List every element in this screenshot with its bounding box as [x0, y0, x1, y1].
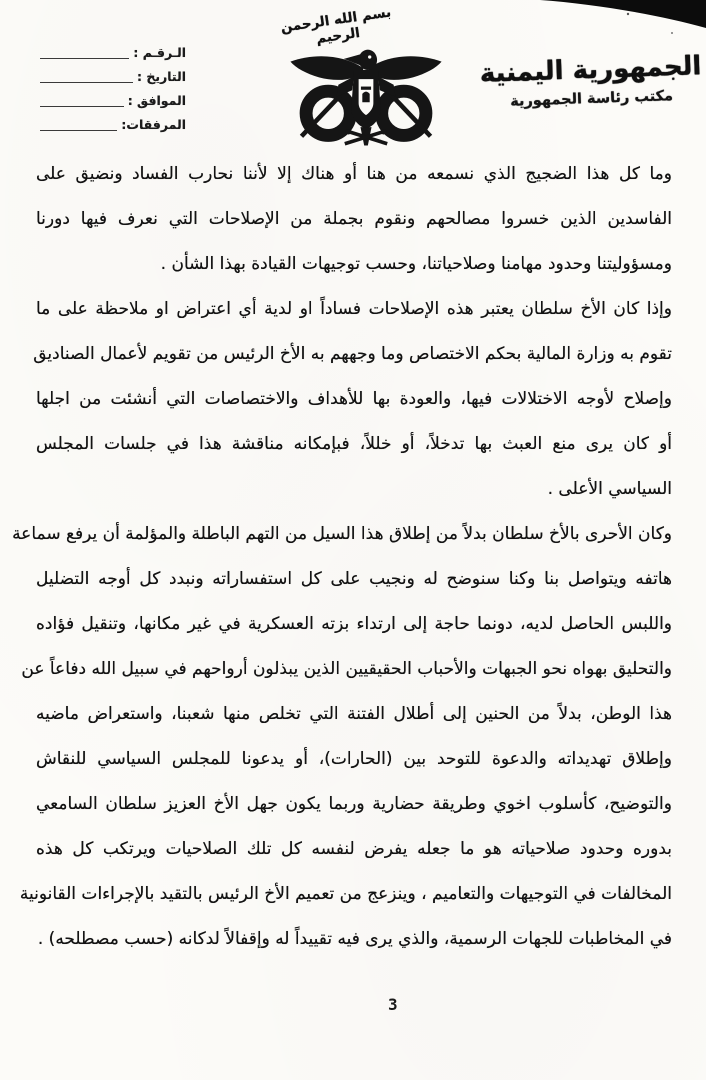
body-text-line: تقوم به وزارة المالية بحكم الاختصاص وما وجههم به الأخ الرئيس من تقويم لأعمال الصناديق: [33, 344, 672, 364]
field-label: الـرقـم :: [133, 45, 186, 60]
field-label: المرفقات:: [121, 117, 186, 132]
republic-title: الجمهورية اليمنية: [479, 51, 702, 89]
letterhead-field-row: [38, 42, 186, 63]
field-blank-line: [40, 70, 133, 83]
body-text-line: والتحليق بهواه نحو الجبهات والأحباب الحقيقيين الذين يبذلون أرواحهم في سبيل الله دفاعاً عن: [21, 659, 672, 679]
body-text-line: بدوره وحدود صلاحياته هو ما جعله يفرض لنفسه كل تلك الصلاحيات ويرتكب كل هذه: [36, 839, 672, 859]
letterhead-titles: [477, 52, 705, 111]
body-text-line: في المخاطبات للجهات الرسمية، والذي يرى فيه تقييداً له وإقفالاً لدكانه (حسب مصطلحه) .: [37, 929, 672, 949]
body-text-line: هذا الوطن، بدلاً من الحنين إلى أطلال الفتنة التي تخلص منها شعبنا، واستعراض ماضيه: [36, 704, 672, 724]
basmala-calligraphy: بسم الله الرحمن الرحيم: [279, 4, 393, 48]
page-number: 3: [388, 995, 398, 1014]
body-text-line: الفاسدين الذين خسروا مصالحهم ونقوم بجملة من الإصلاحات التي نعرف فيها دورنا: [36, 209, 672, 229]
body-text-line: أو كان يرى منع العبث بها تدخلاً، أو خللاً، فبإمكانه مناقشة هذا في جلسات المجلس: [36, 434, 672, 454]
document-body: [12, 152, 672, 962]
body-text-line: وإذا كان الأخ سلطان يعتبر هذه الإصلاحات فساداً او لدية أي اعتراض او ملاحظة على ما: [36, 299, 672, 319]
body-text-line: وإصلاح لأوجه الاختلالات فيها، والعودة بها للأهداف والاختصاصات التي أنشئت من اجلها: [36, 389, 672, 409]
letterhead-field-row: [38, 66, 186, 87]
field-blank-line: [40, 46, 129, 59]
field-blank-line: [40, 118, 117, 131]
field-label: الموافق :: [127, 93, 186, 108]
body-text-line: وما كل هذا الضجيج الذي نسمعه من هنا أو هناك إلا لأننا نحارب الفساد ونضيق على: [36, 164, 672, 184]
body-text-line: والتوضيح، كأسلوب اخوي وطريقة حضارية وربما يكون جهل الأخ العزيز سلطان السامعي: [36, 794, 672, 814]
body-text-line: وكان الأحرى بالأخ سلطان بدلاً من إطلاق هذا السيل من التهم الباطلة والمؤلمة أن يرفع سماعة: [12, 524, 672, 544]
yemen-eagle-emblem: [284, 46, 448, 152]
body-text-line: السياسي الأعلى .: [547, 479, 672, 499]
body-text-line: واللبس الحاصل لديه، دونما حاجة إلى ارتداء بزته العسكرية في غير مكانها، وتنقيل فؤاده: [36, 614, 672, 634]
office-title: مكتب رئاسة الجمهورية: [509, 88, 674, 110]
letterhead-field-row: [38, 114, 186, 135]
body-text-line: هاتفه ويتواصل بنا وكنا سنوضح له ونجيب على كل استفساراته ونبدد كل أوجه التضليل: [36, 569, 672, 589]
letterhead-field-row: [38, 90, 186, 111]
body-text-line: ومسؤوليتنا وحدود مهامنا وصلاحياتنا، وحسب توجيهات القيادة بهذا الشأن .: [160, 254, 672, 274]
body-text-line: وإطلاق تهديداته والدعوة للتوحد بين (الحارات)، أو يدعونا للمجلس السياسي للنقاش: [36, 749, 672, 769]
letterhead-fields: [38, 42, 186, 135]
body-text-line: المخالفات في التوجيهات والتعاميم ، وينزعج من تعميم الأخ الرئيس بالتقيد بالإجراءات القانونية: [19, 884, 672, 904]
field-label: التاريخ :: [136, 69, 186, 84]
field-blank-line: [40, 94, 124, 107]
